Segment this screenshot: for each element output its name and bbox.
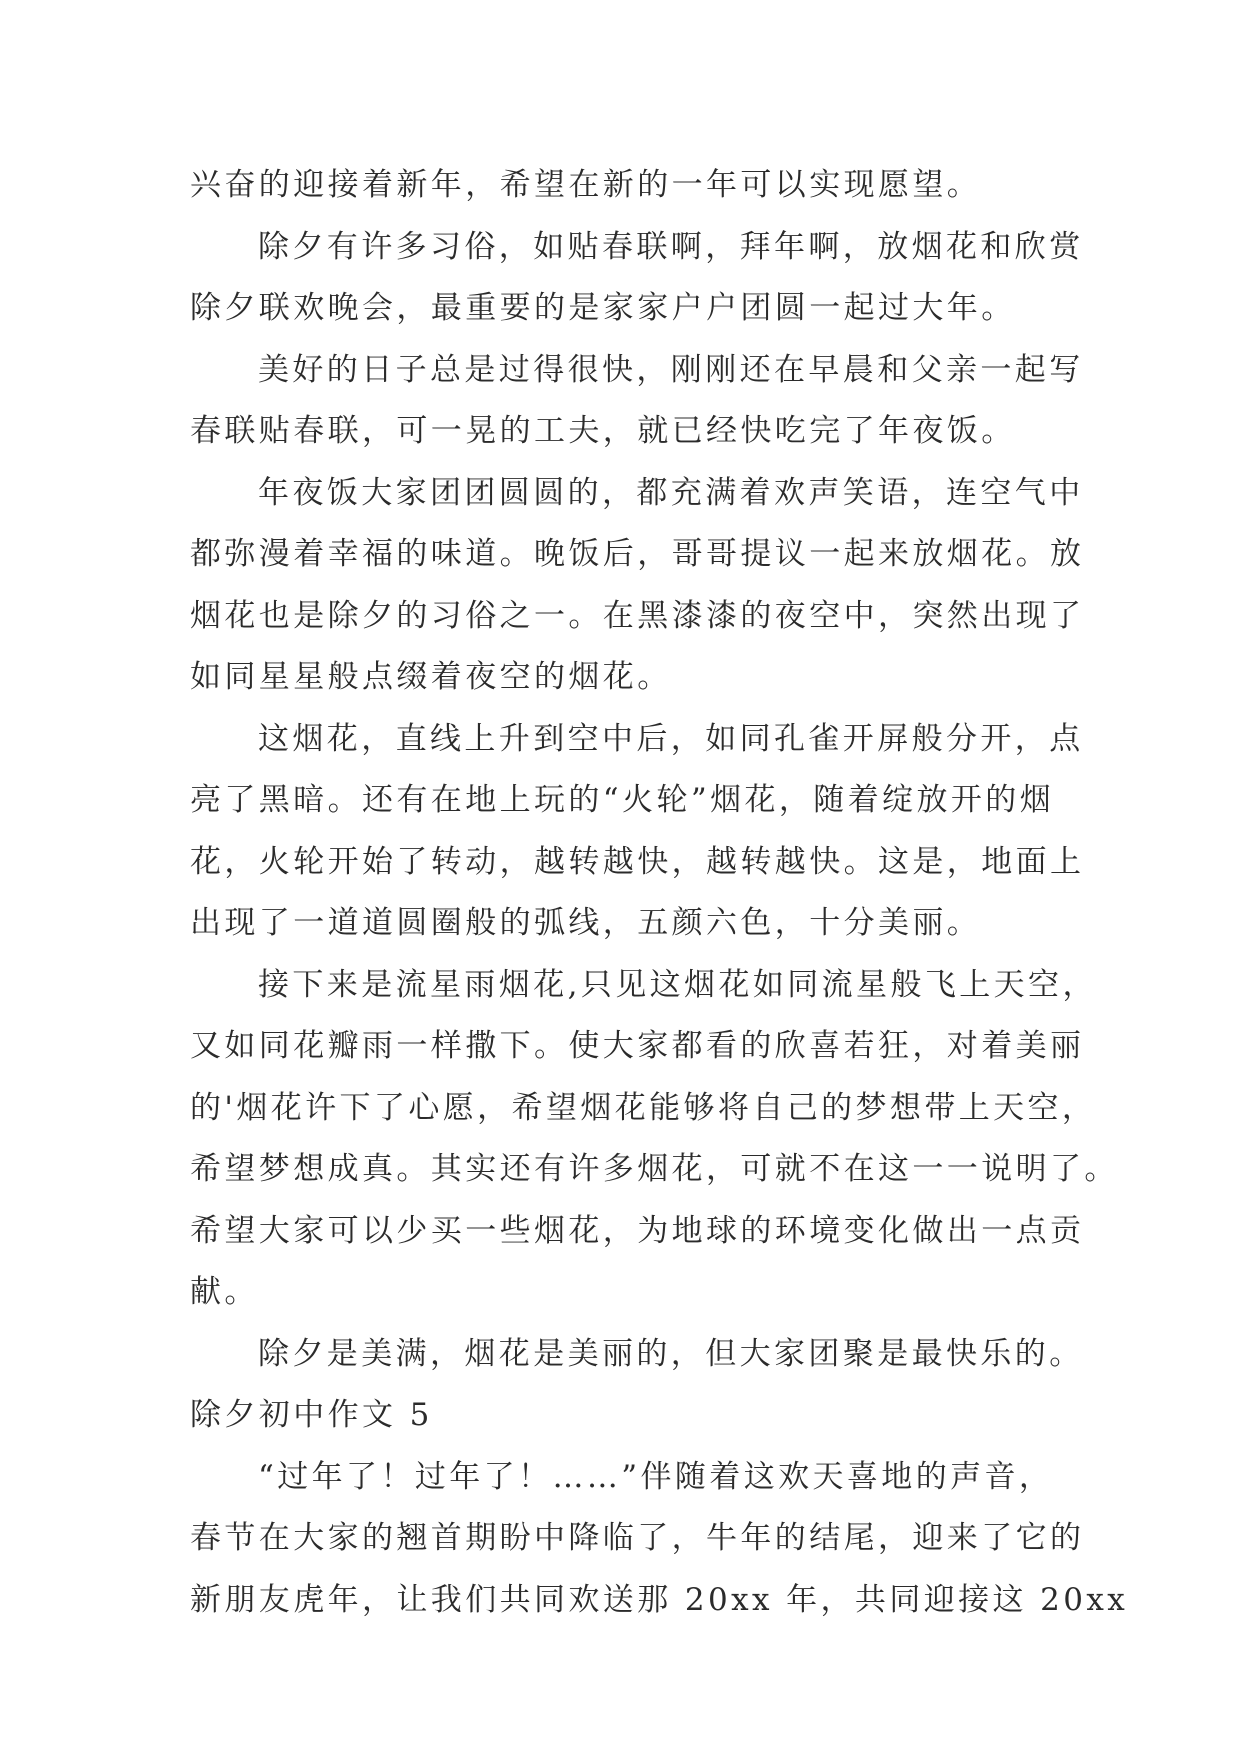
paragraph-line: 希望大家可以少买一些烟花，为地球的环境变化做出一点贡 <box>190 1212 1085 1249</box>
paragraph-line: 希望梦想成真。其实还有许多烟花，可就不在这一一说明了。 <box>190 1151 1119 1187</box>
paragraph-line: 年夜饭大家团团圆圆的，都充满着欢声笑语，连空气中 <box>258 474 1084 511</box>
section-title: 除夕初中作文 5 <box>190 1397 433 1433</box>
paragraph-line: 出现了一道道圆圈般的弧线，五颜六色，十分美丽。 <box>190 905 982 941</box>
paragraph-line: 的'烟花许下了心愿，希望烟花能够将自己的梦想带上天空， <box>190 1089 1097 1126</box>
paragraph-line: 春节在大家的翘首期盼中降临了，牛年的结尾，迎来了它的 <box>190 1520 1085 1556</box>
paragraph-line: 新朋友虎年，让我们共同欢送那 20xx 年，共同迎接这 20xx <box>190 1581 1129 1618</box>
paragraph-line: 如同星星般点缀着夜空的烟花。 <box>190 659 672 695</box>
paragraph-line: 除夕是美满，烟花是美丽的，但大家团聚是最快乐的。 <box>258 1335 1084 1372</box>
document-body <box>190 155 1129 1631</box>
paragraph-line: 亮了黑暗。还有在地上玩的“火轮”烟花，随着绽放开的烟 <box>190 782 1055 818</box>
paragraph-line: 接下来是流星雨烟花,只见这烟花如同流星般飞上天空， <box>258 966 1097 1003</box>
paragraph-line: 兴奋的迎接着新年，希望在新的一年可以实现愿望。 <box>190 167 982 203</box>
paragraph-line: 烟花也是除夕的习俗之一。在黑漆漆的夜空中，突然出现了 <box>190 597 1085 634</box>
paragraph-line: 美好的日子总是过得很快，刚刚还在早晨和父亲一起写 <box>258 351 1084 388</box>
paragraph-line: 献。 <box>190 1274 259 1310</box>
paragraph-line: 又如同花瓣雨一样撒下。使大家都看的欣喜若狂，对着美丽 <box>190 1028 1085 1064</box>
paragraph-line: 春联贴春联，可一晃的工夫，就已经快吃完了年夜饭。 <box>190 413 1016 449</box>
paragraph-line: 花，火轮开始了转动，越转越快，越转越快。这是，地面上 <box>190 843 1085 880</box>
paragraph-line: “过年了！过年了！……”伴随着这欢天喜地的声音， <box>258 1458 1054 1495</box>
paragraph-line: 这烟花，直线上升到空中后，如同孔雀开屏般分开，点 <box>258 720 1084 757</box>
paragraph-line: 都弥漫着幸福的味道。晚饭后，哥哥提议一起来放烟花。放 <box>190 536 1085 572</box>
paragraph-line: 除夕联欢晚会，最重要的是家家户户团圆一起过大年。 <box>190 290 1016 326</box>
paragraph-line: 除夕有许多习俗，如贴春联啊，拜年啊，放烟花和欣赏 <box>258 228 1084 265</box>
